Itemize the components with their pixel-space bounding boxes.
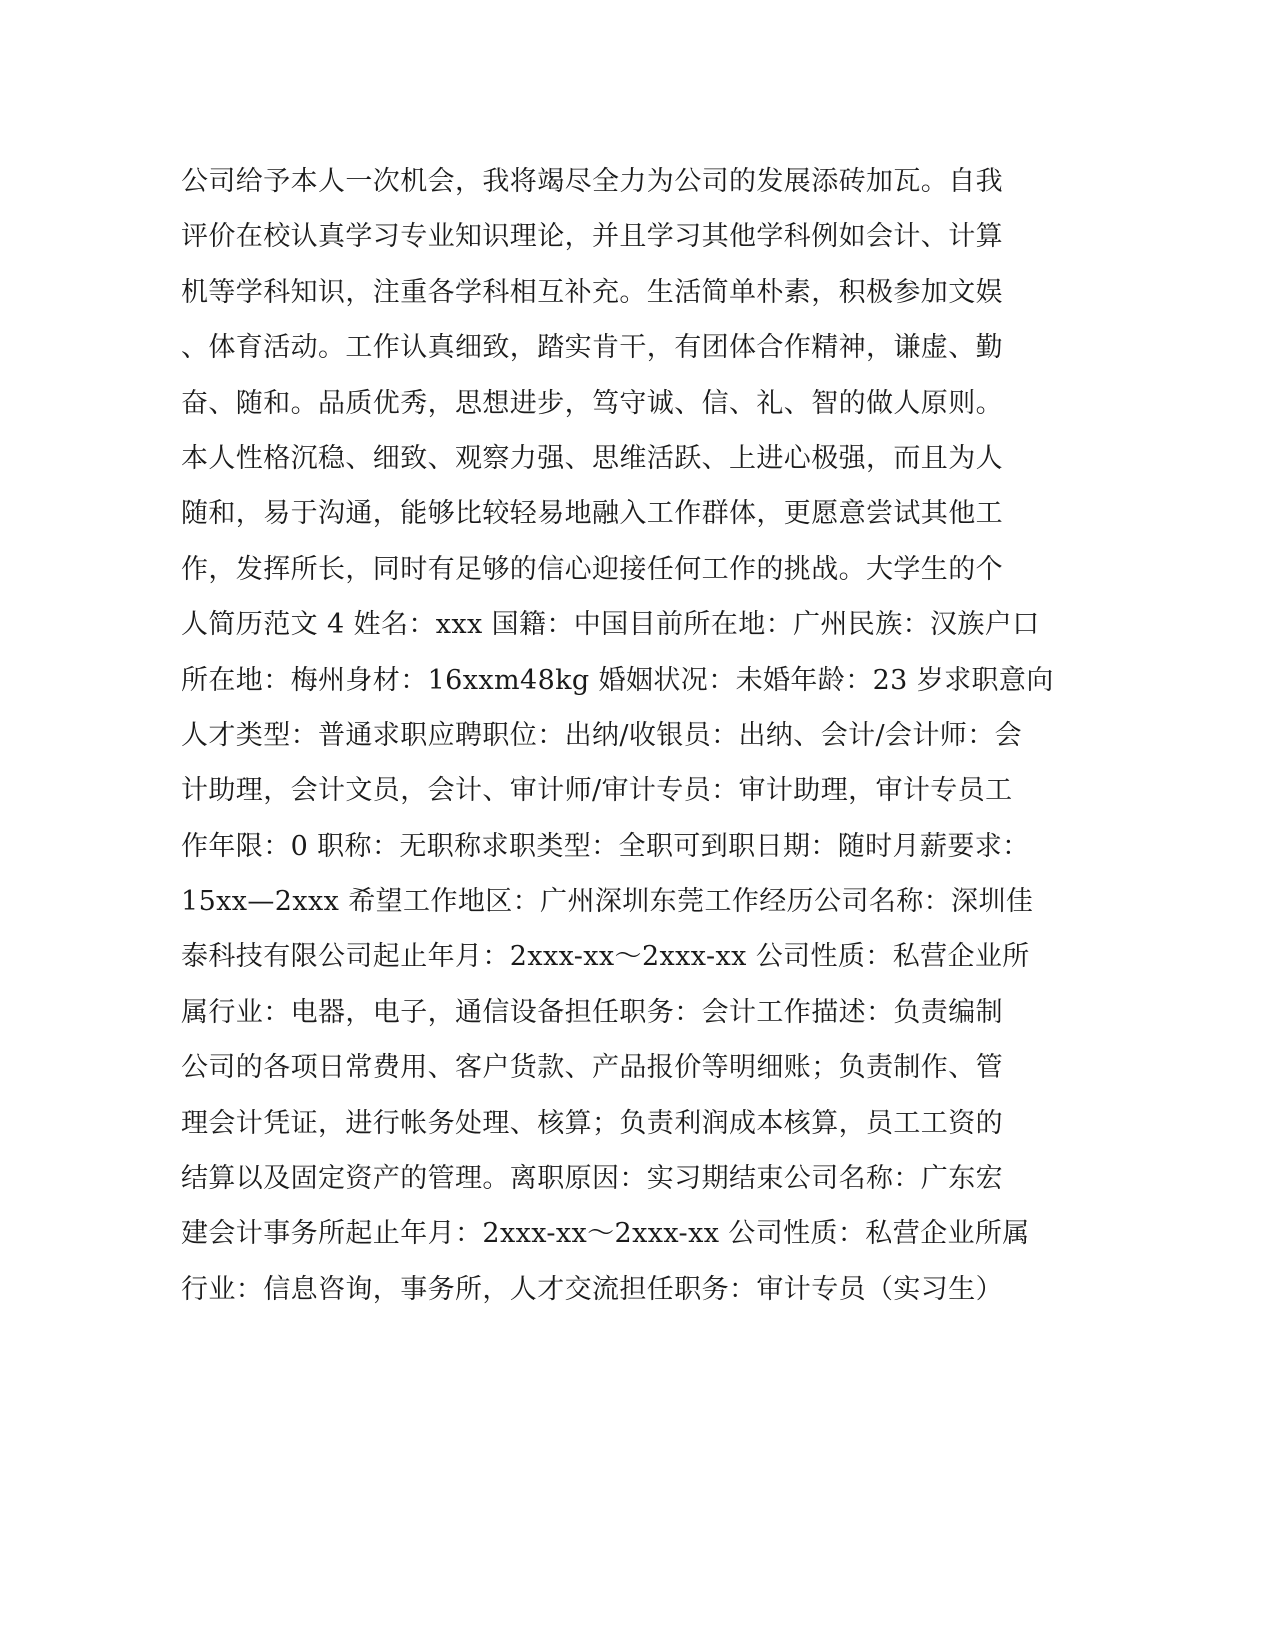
text-line: 行业：信息咨询，事务所，人才交流担任职务：审计专员（实习生） [181, 1273, 1003, 1305]
text-line: 人简历范文 4 姓名：xxx 国籍：中国目前所在地：广州民族：汉族户口 [181, 609, 1040, 641]
text-line: 理会计凭证，进行帐务处理、核算；负责利润成本核算，员工工资的 [181, 1107, 1003, 1139]
text-line: 人才类型：普通求职应聘职位：出纳/收银员：出纳、会计/会计师：会 [181, 719, 1022, 751]
text-line: 随和，易于沟通，能够比较轻易地融入工作群体，更愿意尝试其他工 [181, 498, 1003, 530]
text-line: 公司给予本人一次机会，我将竭尽全力为公司的发展添砖加瓦。自我 [181, 166, 1003, 197]
text-line: 机等学科知识，注重各学科相互补充。生活简单朴素，积极参加文娱 [181, 276, 1003, 308]
text-line: 计助理，会计文员，会计、审计师/审计专员：审计助理，审计专员工 [181, 775, 1013, 807]
text-line: 属行业：电器，电子，通信设备担任职务：会计工作描述：负责编制 [181, 996, 1003, 1028]
text-line: 建会计事务所起止年月：2xxx-xx～2xxx-xx 公司性质：私营企业所属 [181, 1218, 1030, 1250]
text-line: 结算以及固定资产的管理。离职原因：实习期结束公司名称：广东宏 [181, 1163, 1003, 1195]
text-line: 作，发挥所长，同时有足够的信心迎接任何工作的挑战。大学生的个 [181, 553, 1003, 585]
text-line: 奋、随和。品质优秀，思想进步，笃守诚、信、礼、智的做人原则。 [181, 387, 1003, 419]
text-line: 公司的各项日常费用、客户货款、产品报价等明细账；负责制作、管 [181, 1052, 1003, 1084]
body-text [181, 154, 1054, 1317]
text-line: 作年限：0 职称：无职称求职类型：全职可到职日期：随时月薪要求： [181, 830, 1030, 862]
text-line: 15xx—2xxx 希望工作地区：广州深圳东莞工作经历公司名称：深圳佳 [181, 886, 1034, 918]
text-line: 评价在校认真学习专业知识理论，并且学习其他学科例如会计、计算 [181, 221, 1003, 253]
text-line: 泰科技有限公司起止年月：2xxx-xx～2xxx-xx 公司性质：私营企业所 [181, 941, 1030, 973]
text-line: 、体育活动。工作认真细致，踏实肯干，有团体合作精神，谦虚、勤 [181, 332, 1003, 364]
text-line: 所在地：梅州身材：16xxm48kg 婚姻状况：未婚年龄：23 岁求职意向 [181, 664, 1054, 696]
text-line: 本人性格沉稳、细致、观察力强、思维活跃、上进心极强，而且为人 [181, 442, 1003, 474]
